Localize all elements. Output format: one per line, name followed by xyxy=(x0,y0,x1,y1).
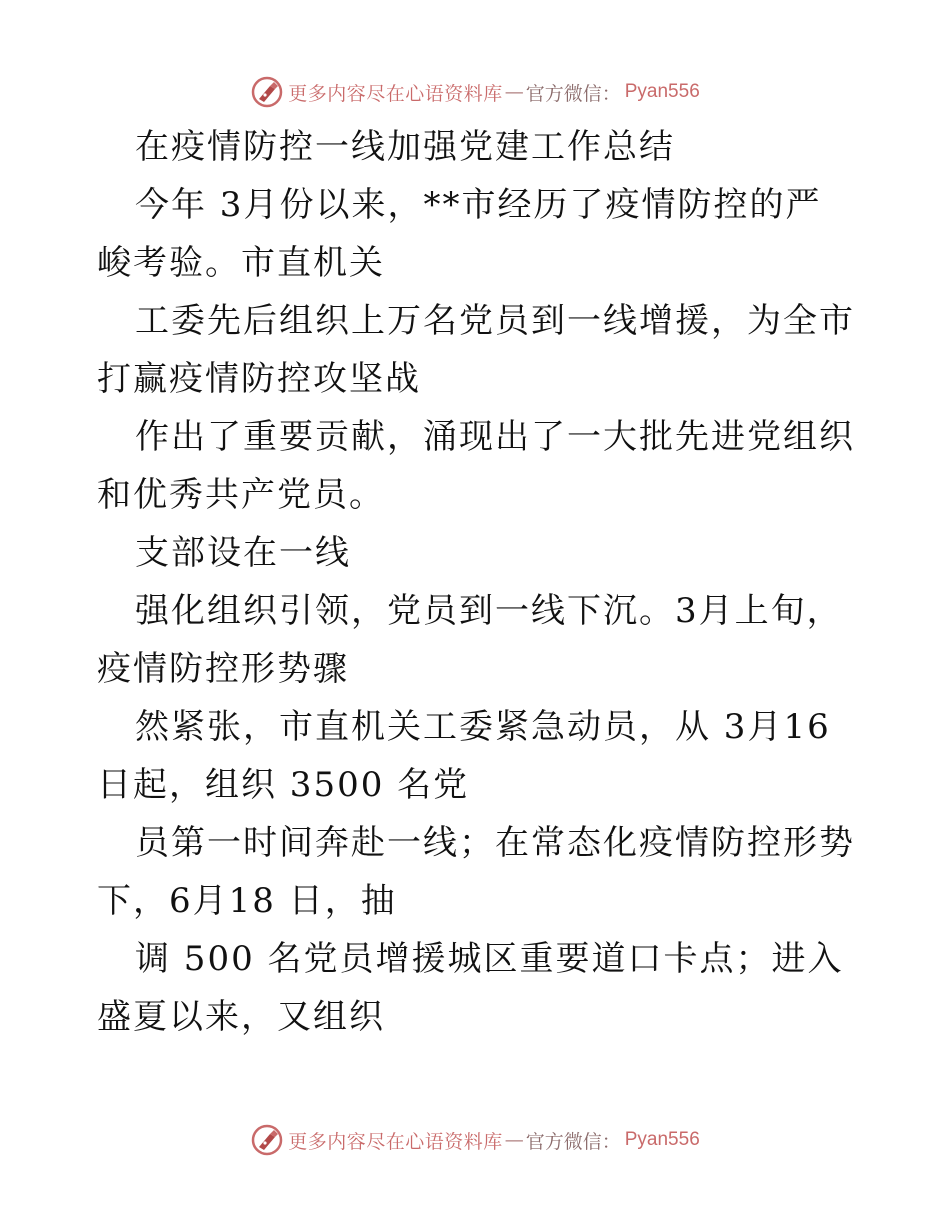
paragraph: 调 500 名党员增援城区重要道口卡点；进入盛夏以来，又组织 xyxy=(97,939,844,1037)
banner-text: 更多内容尽在心语资料库 xyxy=(288,82,503,105)
paragraph: 强化组织引领，党员到一线下沉。3月上旬，疫情防控形势骤 xyxy=(97,591,843,689)
paragraph: 员第一时间奔赴一线；在常态化疫情防控形势下，6月18 日，抽 xyxy=(97,823,855,921)
banner-wechat-handle: Pyan556 xyxy=(624,1129,700,1150)
paragraph: 今年 3月份以来，**市经历了疫情防控的严峻考验。市直机关 xyxy=(97,185,822,283)
document-body xyxy=(97,118,857,1046)
header-banner xyxy=(0,72,950,112)
paragraph: 然紧张，市直机关工委紧急动员，从 3月16 日起，组织 3500 名党 xyxy=(97,707,831,805)
footer-banner xyxy=(0,1120,950,1160)
banner-text: 更多内容尽在心语资料库 xyxy=(288,1130,503,1153)
paragraph: 作出了重要贡献，涌现出了一大批先进党组织和优秀共产党员。 xyxy=(97,417,855,515)
banner-wechat-handle: Pyan556 xyxy=(624,81,700,102)
document-title: 在疫情防控一线加强党建工作总结 xyxy=(135,127,675,167)
banner-wechat-label: 官方微信： xyxy=(525,82,621,105)
banner-wechat-label: 官方微信： xyxy=(525,1130,621,1153)
pen-nib-circle-icon xyxy=(250,75,284,109)
pen-nib-circle-icon xyxy=(250,1123,284,1157)
paragraph: 工委先后组织上万名党员到一线增援，为全市打赢疫情防控攻坚战 xyxy=(97,301,855,399)
banner-separator: — xyxy=(504,81,524,103)
section-heading: 支部设在一线 xyxy=(135,533,351,573)
banner-separator: — xyxy=(504,1129,524,1151)
